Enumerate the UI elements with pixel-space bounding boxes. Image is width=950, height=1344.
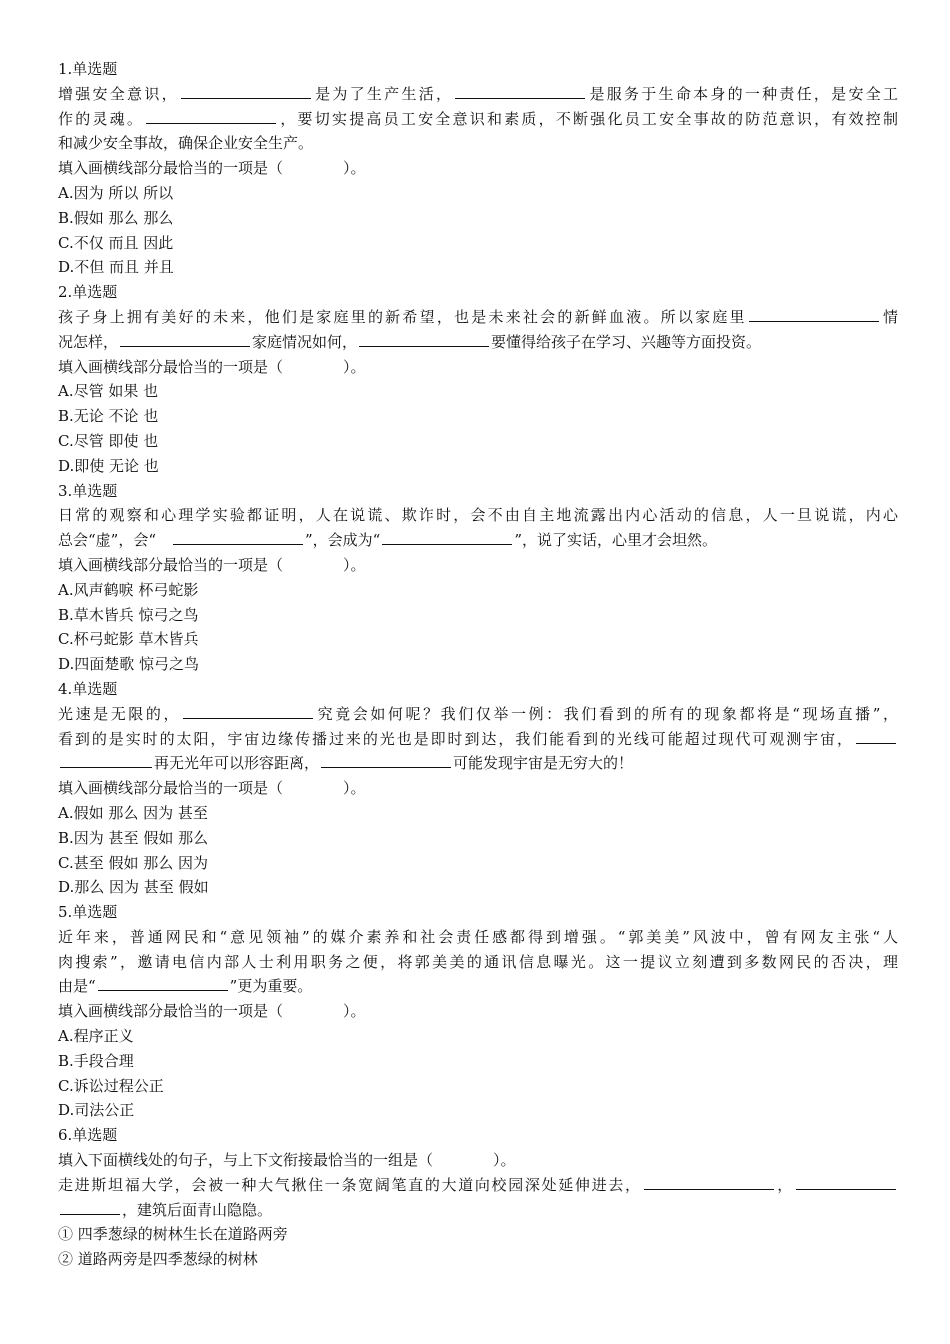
fill-blank bbox=[321, 752, 451, 768]
question-1-text-line-1: 增强安全意识， 是为了生产生活， 是服务于生命本身的一种责任，是安全工 bbox=[58, 84, 898, 103]
fill-blank bbox=[455, 83, 585, 99]
question-5-prompt: 填入画横线部分最恰当的一项是（ ）。 bbox=[58, 1002, 366, 1021]
question-6-text-line-2: ，建筑后面青山隐隐。 bbox=[58, 1198, 898, 1223]
question-4-option-a[interactable]: A.假如 那么 因为 甚至 bbox=[58, 803, 208, 822]
fill-blank bbox=[181, 83, 311, 99]
question-5-option-a[interactable]: A.程序正义 bbox=[58, 1027, 134, 1046]
question-2-text-line-1: 孩子身上拥有美好的未来，他们是家庭里的新希望，也是未来社会的新鲜血液。所以家庭里 情 bbox=[58, 307, 898, 326]
fill-blank bbox=[98, 975, 228, 991]
question-2-option-c[interactable]: C.尽管 即使 也 bbox=[58, 431, 159, 450]
question-1-option-a[interactable]: A.因为 所以 所以 bbox=[58, 183, 174, 202]
question-2-option-a[interactable]: A.尽管 如果 也 bbox=[58, 382, 159, 401]
question-5-option-d[interactable]: D.司法公正 bbox=[58, 1101, 135, 1120]
question-3-option-b[interactable]: B.草木皆兵 惊弓之鸟 bbox=[58, 605, 199, 624]
question-1-option-b[interactable]: B.假如 那么 那么 bbox=[58, 208, 174, 227]
question-2-option-d[interactable]: D.即使 无论 也 bbox=[58, 456, 159, 475]
fill-blank bbox=[173, 529, 303, 545]
document-page bbox=[58, 57, 898, 1272]
question-4-prompt: 填入画横线部分最恰当的一项是（ ）。 bbox=[58, 779, 366, 798]
question-6-option-1[interactable]: ① 四季葱绿的树林生长在道路两旁 bbox=[58, 1225, 288, 1244]
question-4-text-line-1: 光速是无限的， 究竟会如何呢？我们仅举一例：我们看到的所有的现象都将是“现场直播”， bbox=[58, 704, 898, 723]
question-5-text-line-3: 由是“ ”更为重要。 bbox=[58, 977, 313, 996]
question-3-option-d[interactable]: D.四面楚歌 惊弓之鸟 bbox=[58, 655, 200, 674]
question-5-option-c[interactable]: C.诉讼过程公正 bbox=[58, 1076, 164, 1095]
question-1-option-d[interactable]: D.不但 而且 并且 bbox=[58, 258, 174, 277]
fill-blank bbox=[644, 1174, 774, 1190]
fill-blank bbox=[749, 306, 879, 322]
question-1-text-line-2: 作的灵魂。 ，要切实提高员工安全意识和素质，不断强化员工安全事故的防范意识，有效控制 bbox=[58, 109, 898, 128]
question-2-number: 2.单选题 bbox=[58, 283, 118, 302]
question-2-prompt: 填入画横线部分最恰当的一项是（ ）。 bbox=[58, 357, 366, 376]
question-4-option-b[interactable]: B.因为 甚至 假如 那么 bbox=[58, 828, 209, 847]
fill-blank bbox=[146, 108, 276, 124]
question-6-prompt: 填入下面横线处的句子，与上下文衔接最恰当的一组是（ ）。 bbox=[58, 1151, 516, 1170]
fill-blank bbox=[183, 703, 313, 719]
question-5-option-b[interactable]: B.手段合理 bbox=[58, 1051, 134, 1070]
fill-blank bbox=[120, 331, 250, 347]
question-3-option-c[interactable]: C.杯弓蛇影 草木皆兵 bbox=[58, 630, 199, 649]
question-4-option-c[interactable]: C.甚至 假如 那么 因为 bbox=[58, 853, 209, 872]
question-5-number: 5.单选题 bbox=[58, 903, 118, 922]
question-2-text-line-2: 况怎样， 家庭情况如何， 要懂得给孩子在学习、兴趣等方面投资。 bbox=[58, 332, 762, 351]
question-4-number: 4.单选题 bbox=[58, 679, 118, 698]
question-4-text-line-3: 再无光年可以形容距离， 可能发现宇宙是无穷大的！ bbox=[58, 751, 898, 776]
fill-blank bbox=[359, 331, 489, 347]
question-3-option-a[interactable]: A.风声鹤唳 杯弓蛇影 bbox=[58, 580, 199, 599]
fill-blank bbox=[796, 1174, 896, 1190]
question-2-option-b[interactable]: B.无论 不论 也 bbox=[58, 407, 159, 426]
fill-blank bbox=[856, 728, 896, 744]
question-3-prompt: 填入画横线部分最恰当的一项是（ ）。 bbox=[58, 555, 366, 574]
fill-blank bbox=[60, 752, 152, 768]
fill-blank bbox=[60, 1199, 120, 1215]
question-6-number: 6.单选题 bbox=[58, 1126, 118, 1145]
question-3-text-line-1: 日常的观察和心理学实验都证明，人在说谎、欺诈时，会不由自主地流露出内心活动的信息，人一旦说谎，内心 bbox=[58, 506, 898, 525]
fill-blank bbox=[382, 529, 512, 545]
question-4-option-d[interactable]: D.那么 因为 甚至 假如 bbox=[58, 878, 209, 897]
question-1-number: 1.单选题 bbox=[58, 60, 118, 78]
question-5-text-line-1: 近年来，普通网民和“意见领袖”的媒介素养和社会责任感都得到增强。“郭美美”风波中，曾有网友主张“人 bbox=[58, 927, 898, 946]
question-6-option-2[interactable]: ② 道路两旁是四季葱绿的树林 bbox=[58, 1250, 258, 1269]
question-4-text-line-2: 看到的是实时的太阳，宇宙边缘传播过来的光也是即时到达，我们能看到的光线可能超过现代可观测宇宙， bbox=[58, 727, 898, 752]
question-6-text-line-1: 走进斯坦福大学，会被一种大气揪住一条宽阔笔直的大道向校园深处延伸进去， ， bbox=[58, 1173, 898, 1198]
question-1-option-c[interactable]: C.不仅 而且 因此 bbox=[58, 233, 174, 252]
question-3-number: 3.单选题 bbox=[58, 481, 118, 500]
question-5-text-line-2: 肉搜索”，邀请电信内部人士利用职务之便，将郭美美的通讯信息曝光。这一提议立刻遭到多数网民的否决，理 bbox=[58, 952, 898, 971]
question-1-text-line-3: 和减少安全事故，确保企业安全生产。 bbox=[58, 134, 314, 153]
question-3-text-line-2: 总会“虚”，会“ ”，会成为“ ”，说了实话，心里才会坦然。 bbox=[58, 531, 718, 550]
question-1-prompt: 填入画横线部分最恰当的一项是（ ）。 bbox=[58, 159, 366, 178]
